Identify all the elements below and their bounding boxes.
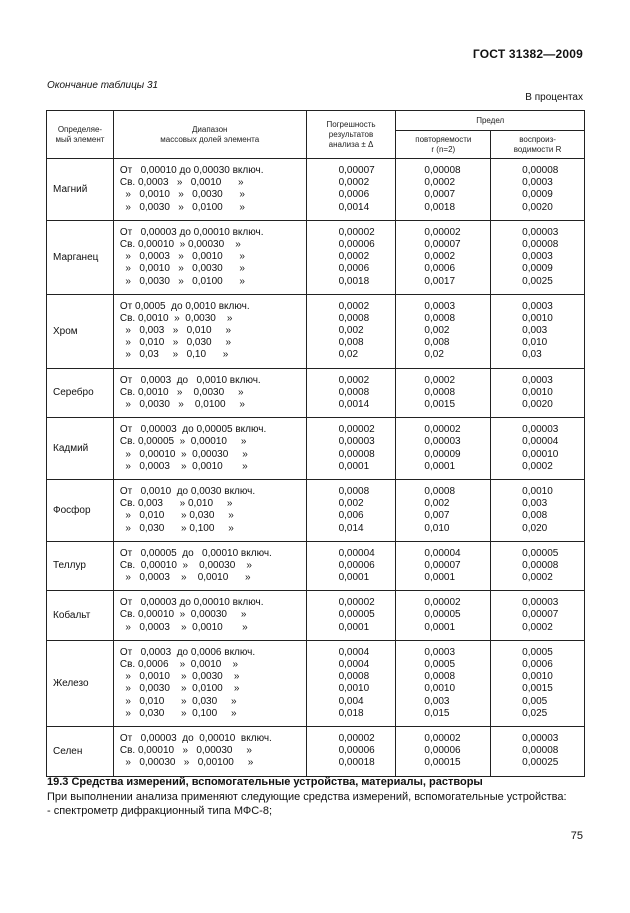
reprod-value: 0,0005 xyxy=(522,646,553,658)
element-name: Серебро xyxy=(47,368,114,418)
error-value: 0,0004 xyxy=(338,659,370,670)
range-cell xyxy=(113,294,306,368)
range-value: » 0,010 » 0,030 » xyxy=(119,510,234,522)
repeat-cell xyxy=(396,220,491,294)
reprod-value: 0,0006 xyxy=(522,659,553,670)
range-value: » 0,00030 » 0,00100 » xyxy=(119,757,254,769)
reprod-value: 0,0002 xyxy=(522,572,553,584)
error-cell xyxy=(306,541,396,591)
error-value: 0,0008 xyxy=(338,312,370,324)
reprod-value: 0,005 xyxy=(522,695,548,707)
reprod-value: 0,0025 xyxy=(522,275,553,287)
reprod-value: 0,0010 xyxy=(522,671,553,683)
repeat-value: 0,0008 xyxy=(424,671,456,683)
error-value: 0,00006 xyxy=(338,559,375,571)
error-cell xyxy=(306,368,396,418)
repeat-value: 0,00004 xyxy=(424,547,461,559)
col-header-error: Погрешность результатов анализа ± Δ xyxy=(306,111,396,159)
error-value: 0,0006 xyxy=(338,263,370,275)
error-value: 0,00006 xyxy=(338,745,375,757)
reprod-cell xyxy=(491,479,585,541)
paragraph-intro: При выполнении анализа применяют следующие средства измерений, вспомогательные устройства: xyxy=(47,791,567,803)
reprod-cell xyxy=(491,368,585,418)
error-cell xyxy=(306,479,396,541)
error-cell xyxy=(306,294,396,368)
table-row xyxy=(47,640,585,726)
repeat-value: 0,00005 xyxy=(424,609,461,621)
reprod-value: 0,0009 xyxy=(522,263,553,275)
range-value: От 0,00005 до 0,00010 включ. xyxy=(119,547,272,559)
repeat-cell xyxy=(396,541,491,591)
reprod-value: 0,0010 xyxy=(522,312,553,324)
repeat-value: 0,00003 xyxy=(424,436,461,448)
range-value: » 0,0010 » 0,0030 » xyxy=(119,189,245,201)
reprod-cell xyxy=(491,159,585,221)
reprod-value: 0,025 xyxy=(522,707,548,719)
repeat-value: 0,0018 xyxy=(424,201,456,213)
repeat-value: 0,0001 xyxy=(424,621,456,633)
reprod-value: 0,0003 xyxy=(522,177,553,189)
repeat-cell xyxy=(396,726,491,776)
range-value: От 0,0003 до 0,0010 включ. xyxy=(119,374,261,386)
repeat-cell xyxy=(396,368,491,418)
reprod-value: 0,020 xyxy=(522,522,548,534)
range-value: От 0,0010 до 0,0030 включ. xyxy=(119,485,256,497)
error-value: 0,00002 xyxy=(338,597,375,609)
element-name: Хром xyxy=(47,294,114,368)
range-value: » 0,0003 » 0,0010 » xyxy=(119,572,251,584)
reprod-value: 0,0015 xyxy=(522,683,553,695)
data-table xyxy=(46,110,585,777)
error-value: 0,00008 xyxy=(338,448,375,460)
range-value: Св. 0,0006 » 0,0010 » xyxy=(119,659,239,670)
reprod-value: 0,00008 xyxy=(522,745,559,757)
repeat-value: 0,0015 xyxy=(424,399,456,410)
repeat-value: 0,0003 xyxy=(424,646,456,658)
repeat-value: 0,0008 xyxy=(424,386,456,398)
range-value: Св. 0,0010 » 0,0030 » xyxy=(119,386,244,398)
range-cell xyxy=(113,220,306,294)
table-row xyxy=(47,220,585,294)
range-value: Св. 0,00010 » 0,00030 » xyxy=(119,238,241,250)
repeat-value: 0,0002 xyxy=(424,251,456,263)
units-note: В процентах xyxy=(525,92,583,103)
range-value: От 0,00003 до 0,00010 включ. xyxy=(119,597,264,609)
repeat-cell xyxy=(396,479,491,541)
range-cell xyxy=(113,541,306,591)
reprod-value: 0,00003 xyxy=(522,732,559,744)
reprod-value: 0,0010 xyxy=(522,485,553,497)
range-value: » 0,010 » 0,030 » xyxy=(119,695,237,707)
range-value: » 0,0003 » 0,0010 » xyxy=(119,621,248,633)
error-value: 0,0002 xyxy=(338,251,370,263)
element-name: Кобальт xyxy=(47,591,114,641)
repeat-value: 0,00007 xyxy=(424,238,461,250)
repeat-cell xyxy=(396,640,491,726)
table-row xyxy=(47,294,585,368)
table-row xyxy=(47,368,585,418)
reprod-value: 0,0002 xyxy=(522,621,553,633)
reprod-value: 0,0010 xyxy=(522,386,553,398)
paragraph-item: - спектрометр дифракционный типа МФС-8; xyxy=(47,805,273,817)
reprod-value: 0,0003 xyxy=(522,251,553,263)
reprod-value: 0,003 xyxy=(522,325,548,337)
range-value: Св. 0,00010 » 0,00030 » xyxy=(119,745,252,757)
table-row xyxy=(47,479,585,541)
repeat-cell xyxy=(396,591,491,641)
error-cell xyxy=(306,640,396,726)
repeat-value: 0,0006 xyxy=(424,263,456,275)
repeat-value: 0,0007 xyxy=(424,189,456,201)
reprod-cell xyxy=(491,726,585,776)
repeat-value: 0,010 xyxy=(424,522,450,534)
range-value: » 0,0030 » 0,0100 » xyxy=(119,683,240,695)
error-cell xyxy=(306,726,396,776)
repeat-value: 0,00002 xyxy=(424,226,461,238)
error-value: 0,0008 xyxy=(338,485,370,497)
range-value: » 0,0010 » 0,0030 » xyxy=(119,263,245,275)
col-header-repeat: повторяемости r (n=2) xyxy=(396,131,491,159)
repeat-value: 0,0001 xyxy=(424,572,456,584)
section-title: 19.3 Средства измерений, вспомогательные устройства, материалы, растворы xyxy=(47,776,483,788)
range-value: » 0,03 » 0,10 » xyxy=(119,349,229,361)
reprod-value: 0,03 xyxy=(522,349,542,361)
error-value: 0,00005 xyxy=(338,609,375,621)
repeat-value: 0,0008 xyxy=(424,485,456,497)
range-value: » 0,0030 » 0,0100 » xyxy=(119,275,245,287)
repeat-value: 0,0002 xyxy=(424,177,456,189)
repeat-value: 0,0002 xyxy=(424,374,456,386)
reprod-cell xyxy=(491,541,585,591)
element-name: Марганец xyxy=(47,220,114,294)
repeat-value: 0,0003 xyxy=(424,300,456,312)
reprod-cell xyxy=(491,640,585,726)
reprod-cell xyxy=(491,294,585,368)
range-value: Св. 0,00010 » 0,00030 » xyxy=(119,559,252,571)
table-row xyxy=(47,418,585,480)
repeat-value: 0,00002 xyxy=(424,597,461,609)
reprod-value: 0,00008 xyxy=(522,559,559,571)
error-value: 0,0014 xyxy=(338,201,370,213)
error-value: 0,0002 xyxy=(338,300,370,312)
reprod-value: 0,00025 xyxy=(522,757,559,769)
reprod-value: 0,0009 xyxy=(522,189,553,201)
error-value: 0,0001 xyxy=(338,460,370,472)
range-cell xyxy=(113,368,306,418)
reprod-cell xyxy=(491,418,585,480)
error-value: 0,0008 xyxy=(338,386,370,398)
repeat-cell xyxy=(396,294,491,368)
table-row xyxy=(47,159,585,221)
reprod-value: 0,0003 xyxy=(522,300,553,312)
range-value: » 0,030 » 0,100 » xyxy=(119,707,237,719)
col-header-reprod: воспроиз- водимости R xyxy=(491,131,585,159)
error-value: 0,002 xyxy=(338,498,364,510)
range-value: От 0,0005 до 0,0010 включ. xyxy=(119,300,250,312)
range-value: Св. 0,003 » 0,010 » xyxy=(119,498,233,510)
repeat-value: 0,002 xyxy=(424,498,450,510)
col-header-range: Диапазон массовых долей элемента xyxy=(113,111,306,159)
range-cell xyxy=(113,479,306,541)
reprod-value: 0,00004 xyxy=(522,436,559,448)
error-value: 0,0018 xyxy=(338,275,370,287)
error-value: 0,008 xyxy=(338,337,364,349)
range-cell xyxy=(113,159,306,221)
error-cell xyxy=(306,220,396,294)
col-header-element: Определяе- мый элемент xyxy=(47,111,114,159)
reprod-value: 0,0020 xyxy=(522,201,553,213)
element-name: Железо xyxy=(47,640,114,726)
range-value: » 0,0030 » 0,0100 » xyxy=(119,399,245,410)
repeat-value: 0,015 xyxy=(424,707,450,719)
error-value: 0,018 xyxy=(338,707,364,719)
error-value: 0,02 xyxy=(338,349,359,361)
range-value: От 0,0003 до 0,0006 включ. xyxy=(119,646,256,658)
error-value: 0,0014 xyxy=(338,399,370,410)
reprod-value: 0,008 xyxy=(522,510,548,522)
error-value: 0,004 xyxy=(338,695,364,707)
page-number: 75 xyxy=(570,830,583,842)
repeat-cell xyxy=(396,418,491,480)
repeat-value: 0,007 xyxy=(424,510,450,522)
error-value: 0,014 xyxy=(338,522,364,534)
error-cell xyxy=(306,159,396,221)
range-cell xyxy=(113,418,306,480)
error-value: 0,0001 xyxy=(338,572,370,584)
reprod-value: 0,00003 xyxy=(522,226,559,238)
repeat-value: 0,00006 xyxy=(424,745,461,757)
range-value: » 0,0030 » 0,0100 » xyxy=(119,201,245,213)
error-value: 0,00002 xyxy=(338,424,375,436)
table-row xyxy=(47,541,585,591)
error-value: 0,002 xyxy=(338,325,364,337)
repeat-value: 0,0005 xyxy=(424,659,456,670)
repeat-value: 0,0001 xyxy=(424,460,456,472)
repeat-value: 0,02 xyxy=(424,349,444,361)
error-value: 0,00007 xyxy=(338,165,375,176)
range-value: От 0,00003 до 0,00005 включ. xyxy=(119,424,267,436)
error-value: 0,0006 xyxy=(338,189,370,201)
error-cell xyxy=(306,418,396,480)
range-value: » 0,00010 » 0,00030 » xyxy=(119,448,248,460)
error-value: 0,00006 xyxy=(338,238,375,250)
table-caption: Окончание таблицы 31 xyxy=(47,80,159,91)
reprod-value: 0,0020 xyxy=(522,399,553,410)
reprod-value: 0,00010 xyxy=(522,448,559,460)
repeat-value: 0,00002 xyxy=(424,424,461,436)
range-value: Св. 0,0003 » 0,0010 » xyxy=(119,177,244,189)
element-name: Магний xyxy=(47,159,114,221)
error-value: 0,00018 xyxy=(338,757,375,769)
table-row xyxy=(47,591,585,641)
reprod-value: 0,0003 xyxy=(522,374,553,386)
error-value: 0,00002 xyxy=(338,226,375,238)
range-value: » 0,0003 » 0,0010 » xyxy=(119,251,245,263)
repeat-value: 0,0008 xyxy=(424,312,456,324)
error-cell xyxy=(306,591,396,641)
error-value: 0,0001 xyxy=(338,621,370,633)
reprod-cell xyxy=(491,220,585,294)
range-value: От 0,00003 до 0,00010 включ. xyxy=(119,732,272,744)
range-value: » 0,0003 » 0,0010 » xyxy=(119,460,248,472)
element-name: Фосфор xyxy=(47,479,114,541)
col-header-limit: Предел xyxy=(396,111,585,131)
reprod-value: 0,00003 xyxy=(522,424,559,436)
range-value: » 0,030 » 0,100 » xyxy=(119,522,234,534)
error-value: 0,0002 xyxy=(338,177,370,189)
reprod-value: 0,00007 xyxy=(522,609,559,621)
error-value: 0,00002 xyxy=(338,732,375,744)
repeat-value: 0,00015 xyxy=(424,757,461,769)
reprod-value: 0,00008 xyxy=(522,165,559,176)
repeat-value: 0,003 xyxy=(424,695,450,707)
error-value: 0,0008 xyxy=(338,671,370,683)
range-value: Св. 0,00010 » 0,00030 » xyxy=(119,609,247,621)
reprod-cell xyxy=(491,591,585,641)
repeat-value: 0,0017 xyxy=(424,275,456,287)
error-value: 0,006 xyxy=(338,510,364,522)
range-value: » 0,010 » 0,030 » xyxy=(119,337,232,349)
repeat-value: 0,0010 xyxy=(424,683,456,695)
reprod-value: 0,00005 xyxy=(522,547,559,559)
reprod-value: 0,00003 xyxy=(522,597,559,609)
document-header: ГОСТ 31382—2009 xyxy=(472,47,583,61)
range-value: От 0,00010 до 0,00030 включ. xyxy=(119,165,264,176)
range-value: Св. 0,00005 » 0,00010 » xyxy=(119,436,247,448)
element-name: Селен xyxy=(47,726,114,776)
reprod-value: 0,00008 xyxy=(522,238,559,250)
element-name: Кадмий xyxy=(47,418,114,480)
error-value: 0,00004 xyxy=(338,547,375,559)
repeat-value: 0,00002 xyxy=(424,732,461,744)
range-value: От 0,00003 до 0,00010 включ. xyxy=(119,226,264,238)
reprod-value: 0,0002 xyxy=(522,460,553,472)
error-value: 0,00003 xyxy=(338,436,375,448)
repeat-value: 0,00007 xyxy=(424,559,461,571)
error-value: 0,0004 xyxy=(338,646,370,658)
reprod-value: 0,003 xyxy=(522,498,548,510)
table-body xyxy=(47,159,585,777)
range-cell xyxy=(113,726,306,776)
range-value: » 0,003 » 0,010 » xyxy=(119,325,232,337)
range-value: Св. 0,0010 » 0,0030 » xyxy=(119,312,233,324)
error-value: 0,0010 xyxy=(338,683,370,695)
element-name: Теллур xyxy=(47,541,114,591)
range-value: » 0,0010 » 0,0030 » xyxy=(119,671,240,683)
repeat-value: 0,00009 xyxy=(424,448,461,460)
range-cell xyxy=(113,640,306,726)
range-cell xyxy=(113,591,306,641)
error-value: 0,0002 xyxy=(338,374,370,386)
reprod-value: 0,010 xyxy=(522,337,548,349)
repeat-value: 0,008 xyxy=(424,337,450,349)
repeat-value: 0,00008 xyxy=(424,165,461,176)
repeat-value: 0,002 xyxy=(424,325,450,337)
repeat-cell xyxy=(396,159,491,221)
table-row xyxy=(47,726,585,776)
